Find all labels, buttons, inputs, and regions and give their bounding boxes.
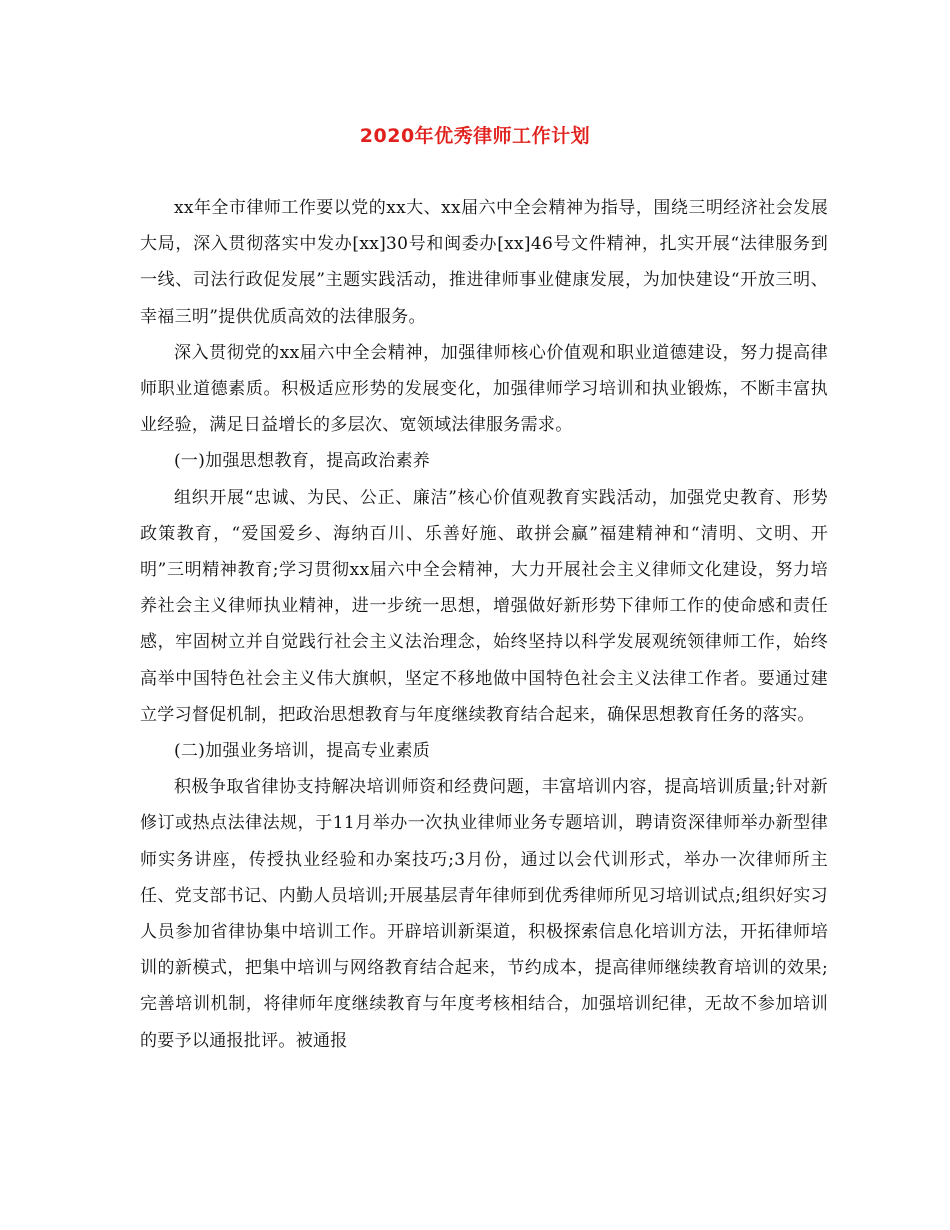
paragraph-overview: 深入贯彻党的xx届六中全会精神，加强律师核心价值观和职业道德建设，努力提高律师职业道德素质。积极适应形势的发展变化，加强律师学习培训和执业锻炼，不断丰富执业经验，满足日益增长的多层次、宽领域法律服务需求。 [140,342,828,436]
document-body [140,190,828,1059]
document-title: 2020年优秀律师工作计划 [359,125,591,147]
section-heading-1: (一)加强思想教育，提高政治素养 [174,451,431,472]
section-heading-2: (二)加强业务培训，提高专业素质 [174,741,431,762]
paragraph-intro: xx年全市律师工作要以党的xx大、xx届六中全会精神为指导，围绕三明经济社会发展大局，深入贯彻落实中发办[xx]30号和闽委办[xx]46号文件精神，扎实开展“法律服务到一线、司法行政促发展”主题实践活动，推进律师事业健康发展，为加快建设“开放三明、幸福三明”提供优质高效的法律服务。 [140,198,828,327]
paragraph-professional-training: 积极争取省律协支持解决培训师资和经费问题，丰富培训内容，提高培训质量;针对新修订或热点法律法规，于11月举办一次执业律师业务专题培训，聘请资深律师举办新型律师实务讲座，传授执业经验和办案技巧;3月份，通过以会代训形式，举办一次律师所主任、党支部书记、内勤人员培训;开展基层青年律师到优秀律师所见习培训试点;组织好实习人员参加省律协集中培训工作。开辟培训新渠道，积极探索信息化培训方法，开拓律师培训的新模式，把集中培训与网络教育结合起来，节约成本，提高律师继续教育培训的效果;完善培训机制，将律师年度继续教育与年度考核相结合，加强培训纪律，无故不参加培训的要予以通报批评。被通报 [140,777,828,1051]
paragraph-ideological-education: 组织开展“忠诚、为民、公正、廉洁”核心价值观教育实践活动，加强党史教育、形势政策教育，“爱国爱乡、海纳百川、乐善好施、敢拼会赢”福建精神和“清明、文明、开明”三明精神教育;学习贯彻xx届六中全会精神，大力开展社会主义律师文化建设，努力培养社会主义律师执业精神，进一步统一思想，增强做好新形势下律师工作的使命感和责任感，牢固树立并自觉践行社会主义法治理念，始终坚持以科学发展观统领律师工作，始终高举中国特色社会主义伟大旗帜，坚定不移地做中国特色社会主义法律工作者。要通过建立学习督促机制，把政治思想教育与年度继续教育结合起来，确保思想教育任务的落实。 [140,487,828,725]
